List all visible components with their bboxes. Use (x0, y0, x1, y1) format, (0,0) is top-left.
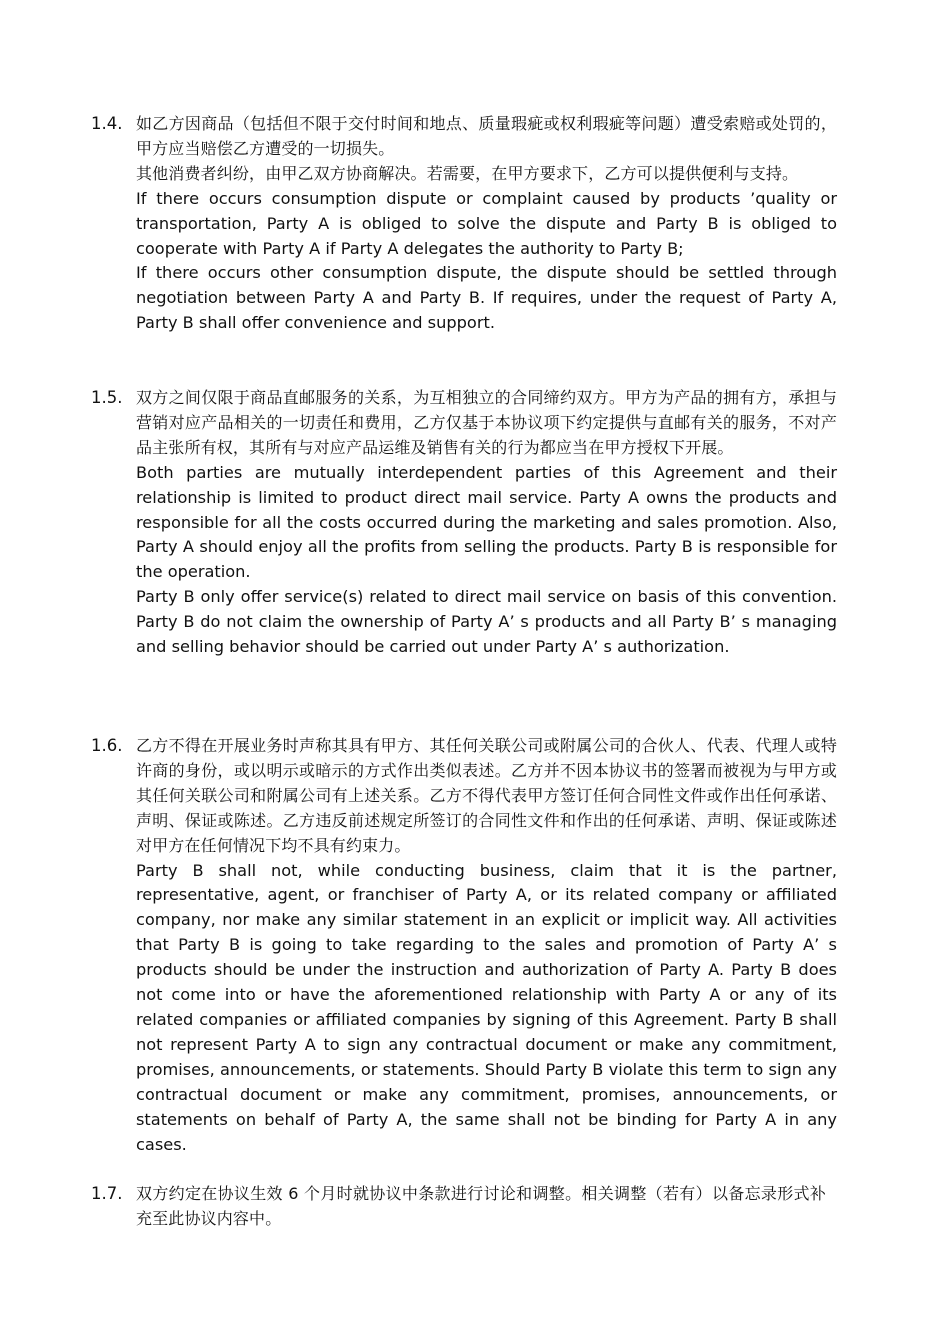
clause-paragraph-zh: 如乙方因商品（包括但不限于交付时间和地点、质量瑕疵或权利瑕疵等问题）遭受索赔或处罚的，甲方应当赔偿乙方遭受的一切损失。 (136, 114, 837, 158)
clause-number: 1.5. (91, 388, 123, 407)
clause-1-5 (91, 386, 837, 660)
clause-body (136, 1182, 826, 1232)
clause-paragraph-en: If there occurs other consumption dispute, the dispute should be settled through negotiation between Party A and Party B. If requires, under the request of Party A, Party B shall offer convenience and support. (136, 263, 837, 333)
clause-body (136, 734, 837, 1157)
clause-number: 1.4. (91, 114, 123, 133)
clause-paragraph-en: Party B shall not, while conducting business, claim that it is the partner, representative, agent, or franchiser of Party A, or its related company or affiliated company, nor make any similar statement in an explicit or implicit way. All activities that Party B is going to take regarding to the sales and promotion of Party A’ s products should be under the instruction and authorization of Party A. Party B does not come into or have the aforementioned relationship with Party A or any of its related companies or affiliated companies by signing of this Agreement. Party B shall not represent Party A to sign any contractual document or make any commitment, promises, announcements, or statements. Should Party B violate this term to sign any contractual document or make any commitment, promises, announcements, or statements on behalf of Party A, the same shall not be binding for Party A in any cases. (136, 860, 837, 1154)
clause-body (136, 386, 837, 660)
clause-paragraph-en: If there occurs consumption dispute or complaint caused by products ’quality or transportation, Party A is obliged to solve the dispute and Party B is obliged to cooperate with Party A if Party A delegates the authority to Party B; (136, 188, 837, 258)
clause-paragraph-en: Both parties are mutually interdependent parties of this Agreement and their relationship is limited to product direct mail service. Party A owns the products and responsible for all the costs occurred during the marketing and sales promotion. Also, Party A should enjoy all the profits from selling the products. Party B is responsible for the operation. (136, 462, 837, 582)
clause-paragraph-zh: 其他消费者纠纷，由甲乙双方协商解决。若需要，在甲方要求下，乙方可以提供便利与支持。 (136, 163, 799, 183)
clause-paragraph-en: Party B only offer service(s) related to direct mail service on basis of this convention. Party B do not claim the ownership of Party A’ s products and all Party B’ s managing and selling behavior should be carried out under Party A’ s authorization. (136, 587, 837, 657)
clause-body (136, 112, 837, 336)
clause-paragraph-zh: 乙方不得在开展业务时声称其具有甲方、其任何关联公司或附属公司的合伙人、代表、代理人或特许商的身份，或以明示或暗示的方式作出类似表述。乙方并不因本协议书的签署而被视为与甲方或其任何关联公司和附属公司有上述关系。乙方不得代表甲方签订任何合同性文件或作出任何承诺、声明、保证或陈述。乙方违反前述规定所签订的合同性文件和作出的任何承诺、声明、保证或陈述对甲方在任何情况下均不具有约束力。 (136, 736, 837, 855)
clause-1-7 (91, 1182, 837, 1232)
clause-number: 1.6. (91, 736, 123, 755)
clause-1-6 (91, 734, 837, 1157)
clause-number: 1.7. (91, 1184, 123, 1203)
clause-paragraph-zh: 双方约定在协议生效 6 个月时就协议中条款进行讨论和调整。相关调整（若有）以备忘录形式补充至此协议内容中。 (136, 1184, 826, 1228)
clause-1-4 (91, 112, 837, 336)
clause-paragraph-zh: 双方之间仅限于商品直邮服务的关系，为互相独立的合同缔约双方。甲方为产品的拥有方，承担与营销对应产品相关的一切责任和费用，乙方仅基于本协议项下约定提供与直邮有关的服务，不对产品主张所有权，其所有与对应产品运维及销售有关的行为都应当在甲方授权下开展。 (136, 388, 837, 457)
